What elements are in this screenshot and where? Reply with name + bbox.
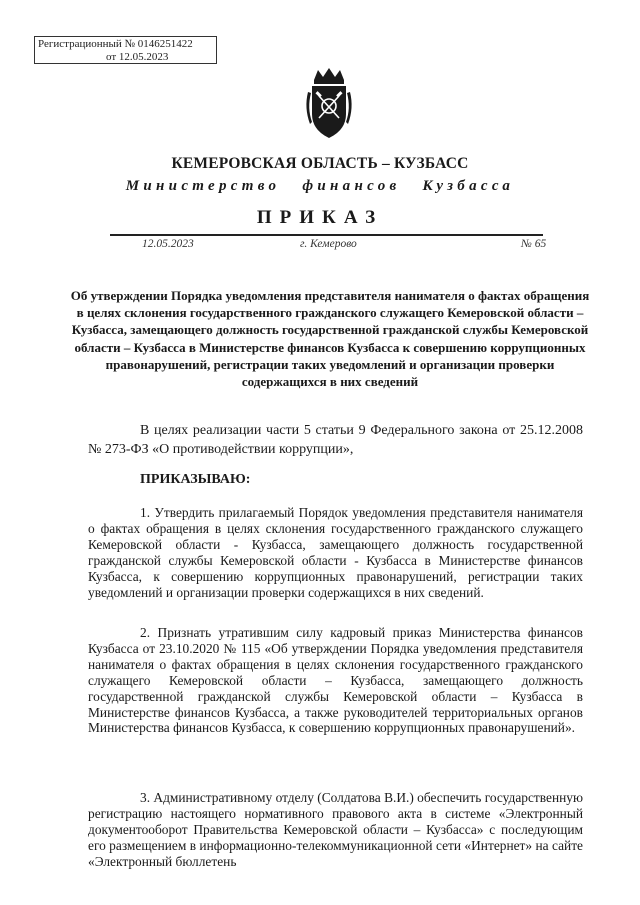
kuzbass-coat-of-arms-icon — [304, 66, 354, 144]
order-city: г. Кемерово — [300, 238, 357, 250]
header-divider — [110, 234, 543, 236]
paragraph-1: 1. Утвердить прилагаемый Порядок уведомления представителя нанимателя о фактах обращения в целях склонения государственного гражданского служащего Кемеровской области - Кузбасса, замещающего должность государственной гражданской службы Кемеровской области - Кузбасса в Министерстве финансов Кузбасса, к совершению коррупционных правонарушений, регистрации таких уведомлений и организации проверки содержащихся в них сведений. — [88, 505, 583, 600]
paragraph-3: 3. Административному отделу (Солдатова В.И.) обеспечить государственную регистрацию настоящего нормативного правового акта в системе «Электронный документооборот Правительства Кемеровской области – Кузбасса» с последующим его размещением в информационно-телекоммуникационной сети «Интернет» на сайте «Электронный бюллетень — [88, 790, 583, 869]
paragraph-2: 2. Признать утратившим силу кадровый приказ Министерства финансов Кузбасса от 23.10.2020 № 115 «Об утверждении Порядка уведомления представителя нанимателя о фактах обращения в целях склонения государственного гражданского служащего Кемеровской области – Кузбасса, замещающего должность государственной гражданской службы Кемеровской области – Кузбасса в Министерстве финансов Кузбасса, а также руководителей территориальных органов Министерства финансов Кузбасса, к совершению коррупционных правонарушений». — [88, 625, 583, 736]
registration-stamp — [34, 36, 217, 64]
order-title: Об утверждении Порядка уведомления представителя нанимателя о фактах обращения в целях склонения государственного гражданского служащего Кемеровской области – Кузбасса, замещающего должность государственной гражданской службы Кемеровской области – Кузбасса в Министерстве финансов Кузбасса к совершению коррупционных правонарушений, регистрации таких уведомлений и организации проверки содержащихся в них сведений — [70, 288, 590, 390]
order-number: № 65 — [521, 238, 547, 250]
preamble: В целях реализации части 5 статьи 9 Федерального закона от 25.12.2008 № 273-ФЗ «О противодействии коррупции», — [88, 423, 583, 457]
document-type: ПРИКАЗ — [256, 207, 384, 228]
registration-date: от 12.05.2023 — [106, 51, 169, 63]
registration-number: Регистрационный № 0146251422 — [38, 38, 193, 50]
ministry-heading: Министерство финансов Кузбасса — [125, 178, 515, 194]
region-heading: КЕМЕРОВСКАЯ ОБЛАСТЬ – КУЗБАСС — [171, 155, 469, 172]
decree-word: ПРИКАЗЫВАЮ: — [140, 472, 251, 487]
order-date: 12.05.2023 — [142, 238, 194, 250]
